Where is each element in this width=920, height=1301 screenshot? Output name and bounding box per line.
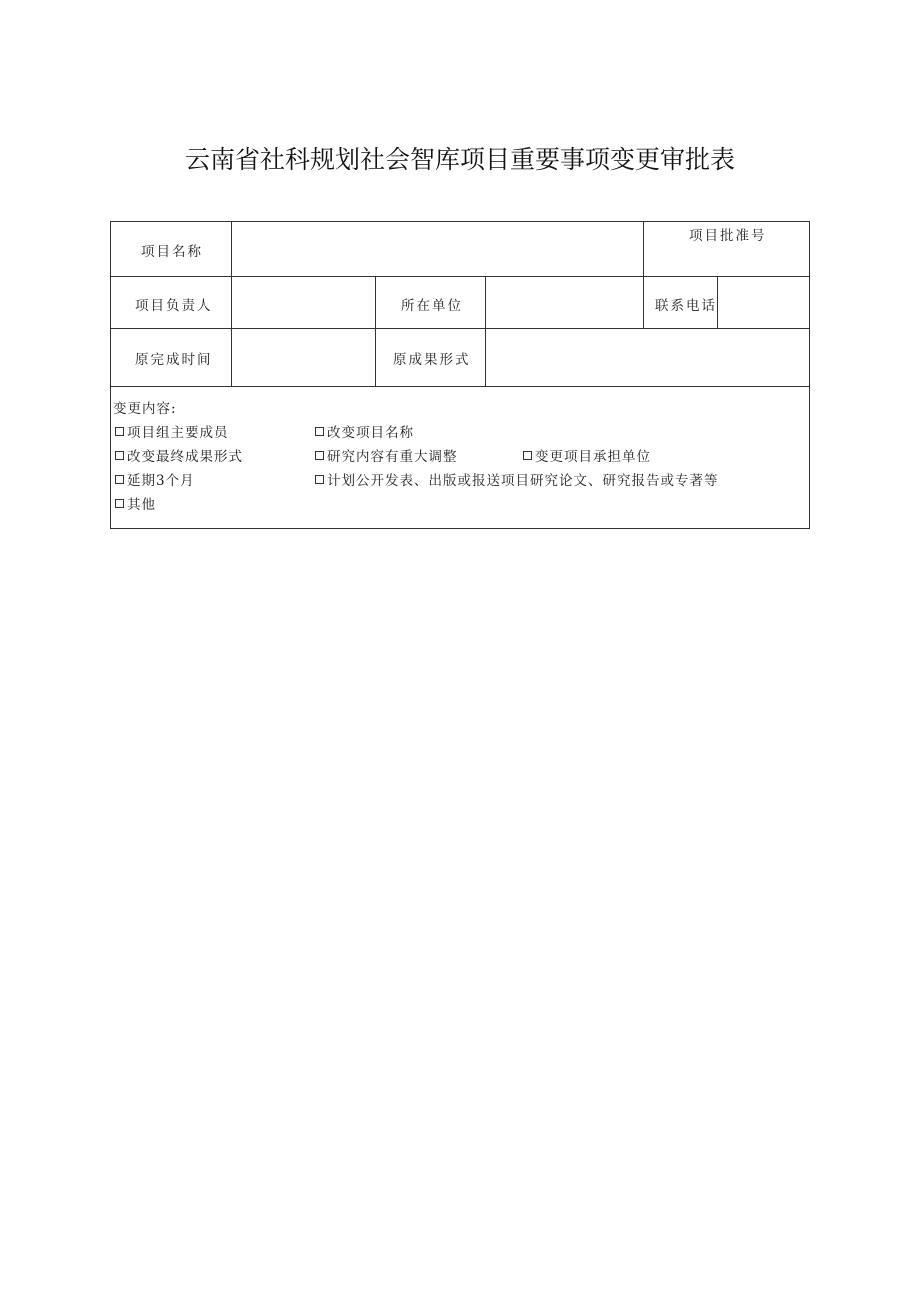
option-label: 变更项目承担单位 <box>535 449 651 465</box>
option-label: 改变最终成果形式 <box>127 449 243 465</box>
col-divider <box>485 276 486 386</box>
option-label: 延期3个月 <box>127 473 195 489</box>
phone-label: 联系电话 <box>655 298 717 314</box>
orig-form-label: 原成果形式 <box>393 352 471 368</box>
checkbox-icon[interactable] <box>523 451 532 460</box>
col-divider <box>375 276 376 386</box>
col-divider <box>643 222 644 328</box>
unit-label: 所在单位 <box>401 298 463 314</box>
row-divider <box>111 328 809 329</box>
checkbox-icon[interactable] <box>315 427 324 436</box>
approval-form-table <box>110 221 810 529</box>
checkbox-icon[interactable] <box>315 475 324 484</box>
col-divider <box>231 222 232 386</box>
option-publish-plan[interactable] <box>315 469 719 489</box>
option-extension[interactable] <box>115 469 195 489</box>
option-label: 计划公开发表、出版或报送项目研究论文、研究报告或专著等 <box>327 473 719 489</box>
approval-no-label: 项目批准号 <box>689 228 767 244</box>
option-label: 项目组主要成员 <box>127 425 229 441</box>
leader-label: 项目负责人 <box>135 298 213 314</box>
option-change-final-form[interactable] <box>115 445 243 465</box>
change-heading: 变更内容: <box>113 401 177 417</box>
checkbox-icon[interactable] <box>115 475 124 484</box>
orig-time-label: 原完成时间 <box>135 352 213 368</box>
checkbox-icon[interactable] <box>115 451 124 460</box>
row-divider <box>111 276 809 277</box>
checkbox-icon[interactable] <box>115 499 124 508</box>
option-label: 改变项目名称 <box>327 425 414 441</box>
option-label: 其他 <box>127 497 156 513</box>
page-title: 云南省社科规划社会智库项目重要事项变更审批表 <box>184 145 735 174</box>
option-change-unit[interactable] <box>523 445 651 465</box>
option-main-members[interactable] <box>115 421 229 441</box>
checkbox-icon[interactable] <box>115 427 124 436</box>
col-divider <box>717 276 718 328</box>
option-major-content-adjust[interactable] <box>315 445 458 465</box>
option-label: 研究内容有重大调整 <box>327 449 458 465</box>
row-divider <box>111 386 809 387</box>
option-rename-project[interactable] <box>315 421 414 441</box>
checkbox-icon[interactable] <box>315 451 324 460</box>
project-name-label: 项目名称 <box>141 244 203 260</box>
option-other[interactable] <box>115 493 156 513</box>
